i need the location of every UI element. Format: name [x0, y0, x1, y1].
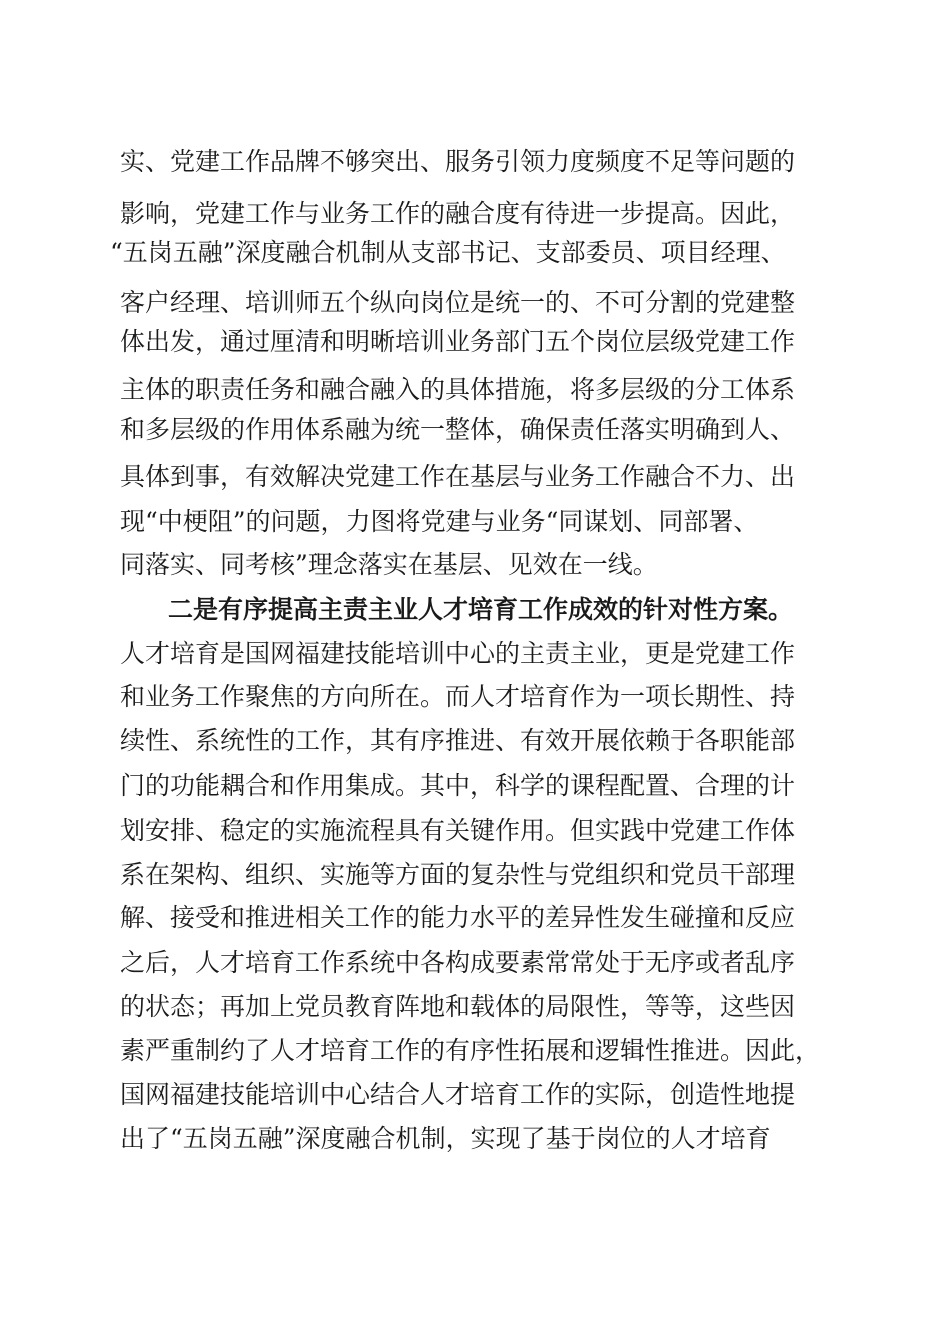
text-line: 具体到事，有效解决党建工作在基层与业务工作融合不力、出: [120, 462, 796, 491]
text-line: 人才培育是国网福建技能培训中心的主责主业，更是党建工作: [120, 639, 796, 668]
text-line: 影响，党建工作与业务工作的融合度有待进一步提高。因此，: [120, 199, 796, 228]
text-line: 系在架构、组织、实施等方面的复杂性与党组织和党员干部理: [120, 860, 796, 889]
text-line: 划安排、稳定的实施流程具有关键作用。但实践中党建工作体: [120, 816, 796, 845]
text-line: 和业务工作聚焦的方向所在。而人才培育作为一项长期性、持: [120, 682, 796, 711]
text-line: 国网福建技能培训中心结合人才培育工作的实际，创造性地提: [120, 1080, 796, 1109]
text-line: 解、接受和推进相关工作的能力水平的差异性发生碰撞和反应: [120, 903, 796, 932]
text-line: 现“中梗阻”的问题，力图将党建与业务“同谋划、同部署、: [120, 507, 759, 536]
text-line: 主体的职责任务和融合融入的具体措施，将多层级的分工体系: [120, 375, 796, 404]
text-line: 续性、系统性的工作，其有序推进、有效开展依赖于各职能部: [120, 726, 796, 755]
text-line: 和多层级的作用体系融为统一整体，确保责任落实明确到人、: [120, 415, 796, 444]
text-line: 素严重制约了人才培育工作的有序性拓展和逻辑性推进。因此，: [120, 1036, 821, 1065]
text-line: “五岗五融”深度融合机制从支部书记、支部委员、项目经理、: [110, 238, 786, 267]
text-line: 出了“五岗五融”深度融合机制，实现了基于岗位的人才培育: [120, 1124, 771, 1153]
text-line: 的状态；再加上党员教育阵地和载体的局限性，等等，这些因: [120, 992, 796, 1021]
text-line: 体出发，通过厘清和明晰培训业务部门五个岗位层级党建工作: [120, 327, 796, 356]
text-line: 门的功能耦合和作用集成。其中，科学的课程配置、合理的计: [120, 771, 796, 800]
text-line: 同落实、同考核”理念落实在基层、见效在一线。: [120, 550, 658, 579]
text-line: 实、党建工作品牌不够突出、服务引领力度频度不足等问题的: [120, 147, 796, 176]
section-heading: 二是有序提高主责主业人才培育工作成效的针对性方案。: [168, 595, 794, 624]
text-line: 之后，人才培育工作系统中各构成要素常常处于无序或者乱序: [120, 948, 796, 977]
text-line: 客户经理、培训师五个纵向岗位是统一的、不可分割的党建整: [120, 288, 796, 317]
